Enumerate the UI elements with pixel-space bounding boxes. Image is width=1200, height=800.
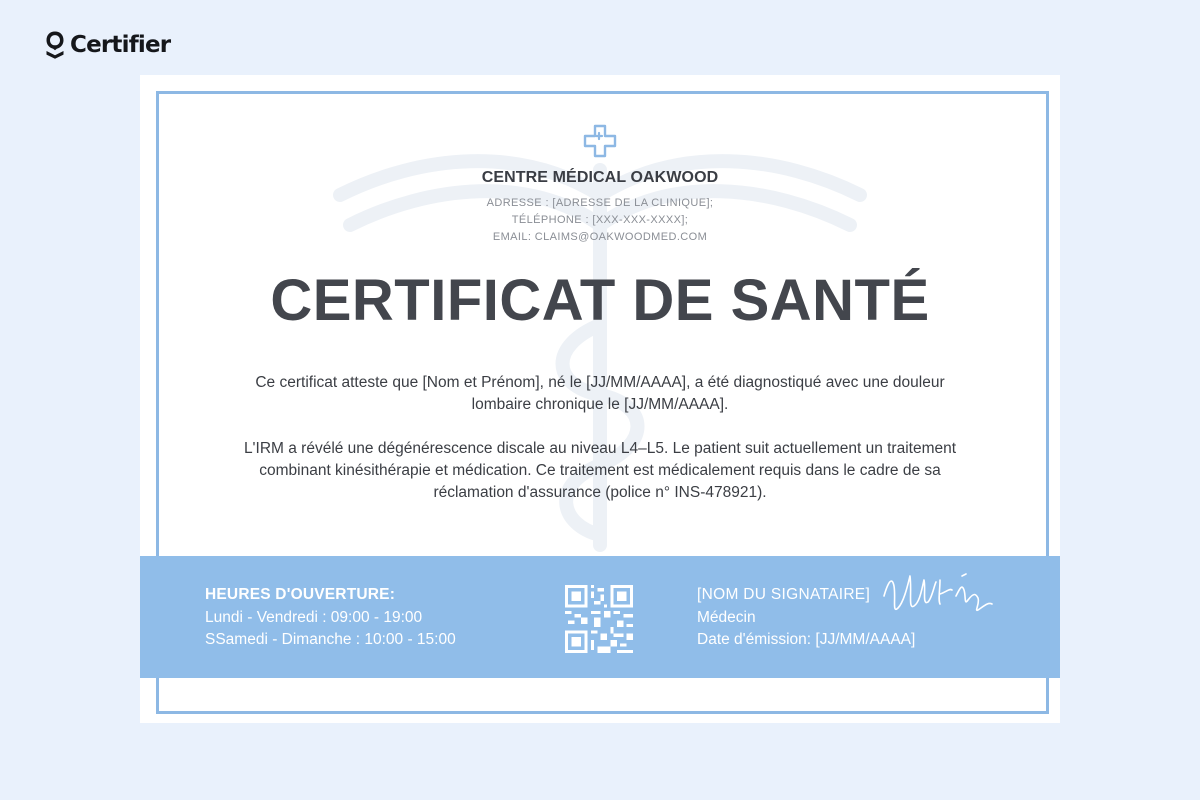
signer-name: [NOM DU SIGNATAIRE]: [697, 586, 871, 603]
certificate-paragraph-2: L'IRM a révélé une dégénérescence discale au niveau L4–L5. Le patient suit actuellement un traitement combinant kinésithérapie et médication. Ce traitement est médicalement requis dans le cadre de sa réclamation d'assurance (police n° INS-478921).: [243, 440, 957, 501]
opening-hours-weekdays: Lundi - Vendredi : 09:00 - 19:00: [205, 608, 423, 626]
brand-name: Certifier: [70, 32, 171, 58]
signer-role: Médecin: [697, 608, 756, 626]
clinic-email: EMAIL: CLAIMS@OAKWOODMED.COM: [492, 231, 708, 243]
clinic-address: ADRESSE : [ADRESSE DE LA CLINIQUE];: [486, 197, 714, 209]
certificate-paragraph-1: Ce certificat atteste que [Nom et Prénom], né le [JJ/MM/AAAA], a été diagnostiqué avec une douleur lombaire chronique le [JJ/MM/AAAA].: [255, 374, 945, 413]
qr-code[interactable]: [565, 585, 633, 653]
opening-hours-weekend: SSamedi - Dimanche : 10:00 - 15:00: [205, 631, 456, 648]
footer-band: [140, 556, 1060, 678]
medical-cross-icon: [580, 121, 620, 161]
certificate-title: CERTIFICAT DE SANTÉ: [270, 268, 930, 333]
clinic-name: CENTRE MÉDICAL OAKWOOD: [481, 169, 719, 186]
brand-logo[interactable]: [44, 29, 170, 61]
clinic-phone: TÉLÉPHONE : [XXX-XXX-XXXX];: [511, 214, 689, 226]
opening-hours-title: HEURES D'OUVERTURE:: [205, 586, 396, 603]
opening-hours: [205, 584, 456, 652]
handwritten-signature: [878, 566, 998, 626]
issue-date: Date d'émission: [JJ/MM/AAAA]: [697, 631, 916, 648]
certificate-sheet: [140, 75, 1060, 723]
certifier-logo-icon: [44, 29, 66, 61]
